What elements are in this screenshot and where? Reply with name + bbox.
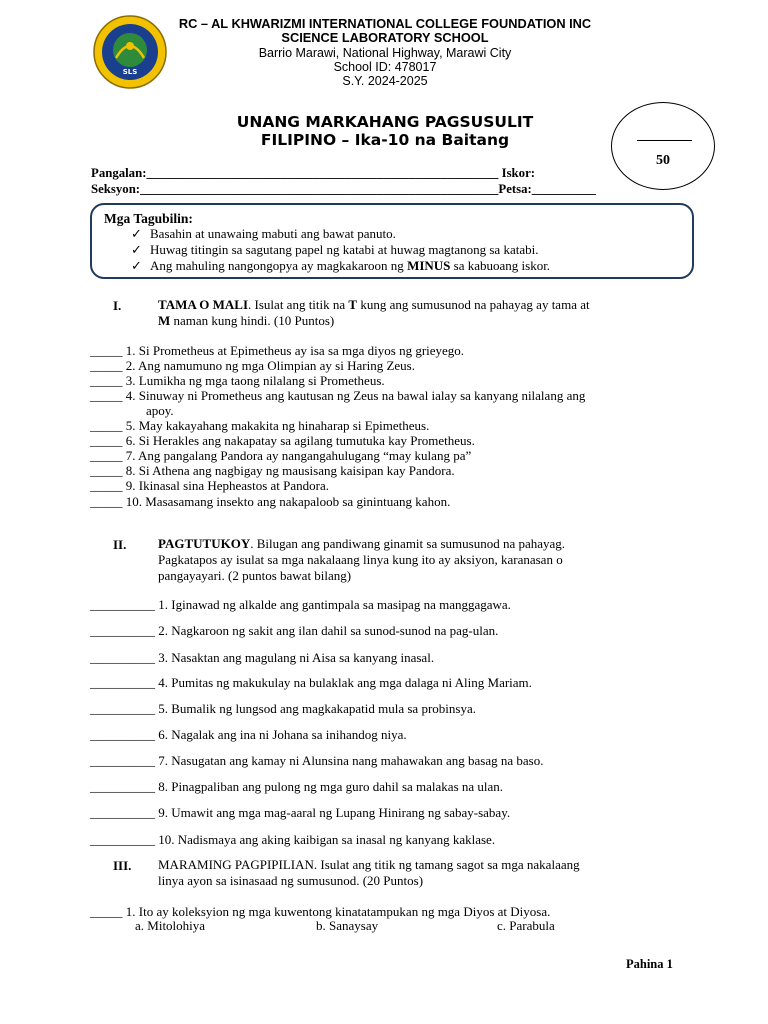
- section-2-directions: PAGTUTUKOY. Bilugan ang pandiwang ginamit sa sumusunod na pahayag. Pagkatapos ay isulat sa mga nakalaang linya kung ito ay aksiyon, karanasan o pangayayari. (2 puntos bawat bilang): [158, 536, 566, 583]
- instruction-item: ✓ Huwag titingin sa sagutang papel ng katabi at huwag magtanong sa katabi.: [131, 242, 539, 257]
- checkmark-icon: ✓: [131, 258, 142, 273]
- identification-question[interactable]: __________ 9. Umawit ang mga mag-aaral ng Lupang Hinirang ng sabay-sabay.: [90, 805, 511, 820]
- section-3-directions: MARAMING PAGPIPILIAN. Isulat ang titik ng tamang sagot sa mga nakalaang linya ayon sa isinasaad ng sumusunod. (20 Puntos): [158, 857, 580, 888]
- section-date-field[interactable]: Seksyon:________________________________________________________Petsa:__________: [91, 182, 596, 196]
- identification-question[interactable]: __________ 8. Pinagpaliban ang pulong ng mga guro dahil sa malakas na ulan.: [90, 779, 504, 794]
- school-id: School ID: 478017: [333, 60, 437, 74]
- tf-question[interactable]: _____ 6. Si Herakles ang nakapatay sa agilang tumutuka kay Prometheus.: [90, 433, 475, 448]
- exam-title: UNANG MARKAHANG PAGSUSULIT: [236, 113, 534, 131]
- tf-question[interactable]: _____ 3. Lumikha ng mga taong nilalang si Prometheus.: [90, 373, 385, 388]
- identification-question[interactable]: __________ 4. Pumitas ng makukulay na bulaklak ang mga dalaga ni Aling Mariam.: [90, 675, 532, 690]
- identification-question[interactable]: __________ 10. Nadismaya ang aking kaibigan sa inasal ng kanyang kaklase.: [90, 832, 496, 847]
- identification-question[interactable]: __________ 2. Nagkaroon ng sakit ang ilan dahil sa sunod-sunod na pag-ulan.: [90, 623, 499, 638]
- school-year: S.Y. 2024-2025: [342, 74, 428, 88]
- school-address: Barrio Marawi, National Highway, Marawi City: [258, 46, 512, 60]
- checkmark-icon: ✓: [131, 242, 142, 257]
- school-name: SCIENCE LABORATORY SCHOOL: [281, 30, 489, 45]
- page-number: Pahina 1: [626, 957, 673, 971]
- choice-b: b. Sanaysay: [316, 918, 379, 933]
- tf-question[interactable]: _____ 1. Si Prometheus at Epimetheus ay isa sa mga diyos ng grieyego.: [90, 343, 465, 358]
- tf-question[interactable]: _____ 4. Sinuway ni Prometheus ang kautusan ng Zeus na bawal ialay sa kanyang nilalang ang: [90, 388, 586, 403]
- name-label: Pangalan:_______________________________________________________: [91, 166, 499, 180]
- logo-text: SLS: [122, 68, 138, 76]
- section-1-number: I.: [113, 298, 122, 313]
- score-oval: [611, 102, 715, 190]
- score-total: 50: [656, 153, 670, 168]
- choice-a: a. Mitolohiya: [135, 918, 206, 933]
- tf-question[interactable]: _____ 8. Si Athena ang nagbigay ng mausisang kaisipan kay Pandora.: [90, 463, 455, 478]
- tf-question-continuation: apoy.: [146, 403, 174, 418]
- tf-question[interactable]: _____ 5. May kakayahang makakita ng hinaharap si Epimetheus.: [90, 418, 430, 433]
- tf-question[interactable]: _____ 7. Ang pangalang Pandora ay nangangahulugang “may kulang pa”: [90, 448, 472, 463]
- checkmark-icon: ✓: [131, 226, 142, 241]
- section-3-number: III.: [113, 858, 132, 873]
- instruction-item: ✓ Basahin at unawaing mabuti ang bawat panuto.: [131, 226, 396, 241]
- identification-question[interactable]: __________ 6. Nagalak ang ina ni Johana sa inihandog niya.: [90, 727, 407, 742]
- tf-question[interactable]: _____ 2. Ang namumuno ng mga Olimpian ay si Haring Zeus.: [90, 358, 415, 373]
- score-blank-line: [637, 140, 692, 141]
- section-1-directions: TAMA O MALI. Isulat ang titik na T kung ang sumusunod na pahayag ay tama at M naman kung hindi. (10 Puntos): [158, 297, 590, 328]
- instruction-item: ✓ Ang mahuling nangongopya ay magkakaroon ng MINUS sa kabuoang iskor.: [131, 258, 551, 273]
- exam-subtitle: FILIPINO – Ika-10 na Baitang: [260, 131, 510, 149]
- name-field[interactable]: [91, 166, 535, 181]
- multiple-choice-question[interactable]: _____ 1. Ito ay koleksyion ng mga kuwentong kinatatampukan ng mga Diyos at Diyosa.: [90, 904, 551, 919]
- score-label: Iskor:: [498, 166, 536, 180]
- tf-question[interactable]: _____ 10. Masasamang insekto ang nakapaloob sa ginintuang kahon.: [90, 494, 451, 509]
- identification-question[interactable]: __________ 1. Iginawad ng alkalde ang gantimpala sa masipag na manggagawa.: [90, 597, 511, 612]
- section-2-number: II.: [113, 537, 127, 552]
- instructions-title: Mga Tagubilin:: [104, 211, 193, 226]
- choice-c: c. Parabula: [497, 918, 555, 933]
- institution-name: RC – AL KHWARIZMI INTERNATIONAL COLLEGE FOUNDATION INC: [178, 16, 592, 31]
- identification-question[interactable]: __________ 3. Nasaktan ang magulang ni Aisa sa kanyang inasal.: [90, 650, 435, 665]
- tf-question[interactable]: _____ 9. Ikinasal sina Hepheastos at Pandora.: [90, 478, 330, 493]
- identification-question[interactable]: __________ 5. Bumalik ng lungsod ang magkakapatid mula sa probinsya.: [90, 701, 476, 716]
- identification-question[interactable]: __________ 7. Nasugatan ang kamay ni Alunsina nang mahawakan ang basag na baso.: [90, 753, 544, 768]
